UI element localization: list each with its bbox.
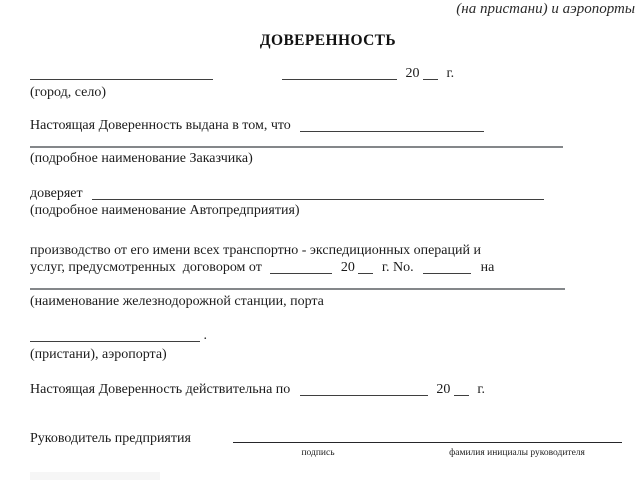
- company-hint: (подробное наименование Автопредприятия): [30, 203, 300, 218]
- pier-field-line: [30, 329, 200, 342]
- signature-rule: [233, 442, 622, 443]
- operations-line1: производство от его имени всех транспортно - экспедиционных операций и: [30, 243, 481, 258]
- place-hint: (город, село): [30, 85, 107, 100]
- place-field-row: [30, 65, 213, 82]
- customer-name-rule: [30, 146, 563, 148]
- date-year-line: [423, 67, 438, 80]
- date-field-row: [282, 65, 454, 82]
- contract-suffix: на: [480, 260, 495, 275]
- validity-year-line: [454, 383, 469, 396]
- company-field-line: [92, 187, 544, 200]
- contract-date-field-line: [270, 261, 332, 274]
- validity-date-field-line: [300, 383, 428, 396]
- customer-field-line: [300, 119, 484, 132]
- date-year-suffix: г.: [446, 66, 455, 81]
- entrust-text: доверяет: [30, 186, 83, 201]
- contract-year-line: [358, 261, 373, 274]
- pier-period: .: [203, 328, 207, 343]
- validity-year-suffix: г.: [477, 382, 485, 397]
- date-year-prefix: 20: [405, 66, 420, 81]
- contract-text: услуг, предусмотренных договором от: [30, 260, 262, 275]
- name-hint: фамилия инициалы руководителя: [449, 448, 585, 458]
- station-hint: (наименование железнодорожной станции, порта: [30, 294, 324, 309]
- pier-hint: (пристани), аэропорта): [30, 347, 167, 362]
- station-rule: [30, 288, 565, 290]
- contract-no-label: г. No.: [381, 260, 414, 275]
- issued-clause-row: [30, 117, 484, 134]
- validity-text: Настоящая Доверенность действительна по: [30, 382, 291, 397]
- validity-year-prefix: 20: [436, 382, 451, 397]
- contract-no-field-line: [423, 261, 471, 274]
- place-field-line: [30, 67, 213, 80]
- customer-hint: (подробное наименование Заказчика): [30, 151, 253, 166]
- signature-hint: подпись: [301, 448, 335, 458]
- head-label: Руководитель предприятия: [30, 431, 191, 446]
- pier-field-row: [30, 327, 207, 344]
- entrust-row: [30, 185, 544, 202]
- operations-line2: [30, 259, 494, 276]
- document-title: ДОВЕРЕННОСТЬ: [259, 32, 397, 49]
- contract-year-prefix: 20: [340, 260, 355, 275]
- validity-row: [30, 381, 485, 398]
- corner-note: (на пристани) и аэропорты: [456, 1, 635, 17]
- date-field-line: [282, 67, 397, 80]
- bottom-artifact-bar: [30, 472, 160, 480]
- issued-clause-text: Настоящая Доверенность выдана в том, что: [30, 118, 291, 133]
